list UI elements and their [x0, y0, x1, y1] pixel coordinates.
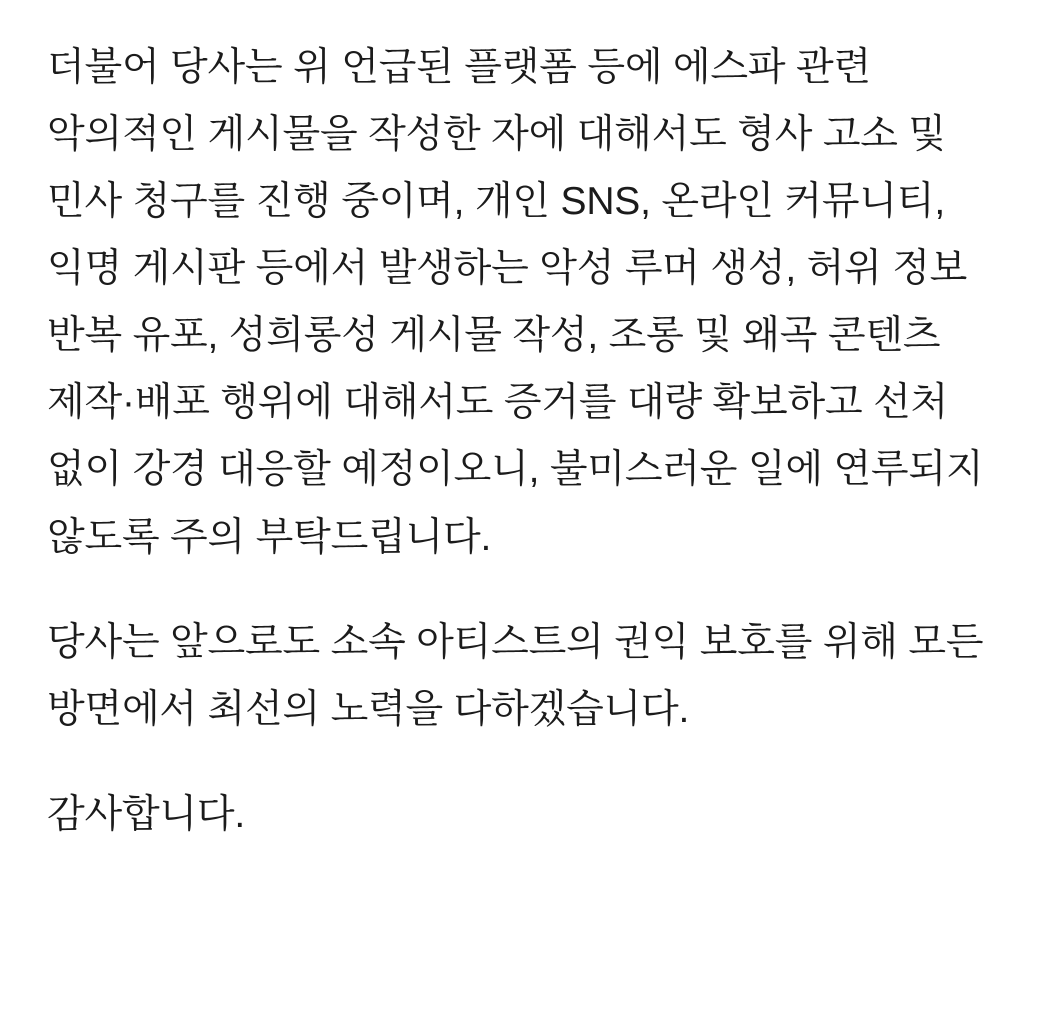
- paragraph-legal-action: 더불어 당사는 위 언급된 플랫폼 등에 에스파 관련 악의적인 게시물을 작성한 자에 대해서도 형사 고소 및 민사 청구를 진행 중이며, 개인 SNS, 온라인 커뮤니티, 익명 게시판 등에서 발생하는 악성 루머 생성, 허위 정보 반복 유포, 성희롱성 게시물 작성, 조롱 및 왜곡 콘텐츠 제작·배포 행위에 대해서도 증거를 대량 확보하고 선처 없이 강경 대응할 예정이오니, 불미스러운 일에 연루되지 않도록 주의 부탁드립니다.: [47, 46, 994, 559]
- paragraph-closing: 감사합니다.: [47, 792, 246, 836]
- notice-body: [47, 34, 999, 848]
- paragraph-commitment: 당사는 앞으로도 소속 아티스트의 권익 보호를 위해 모든 방면에서 최선의 노력을 다하겠습니다.: [47, 620, 994, 731]
